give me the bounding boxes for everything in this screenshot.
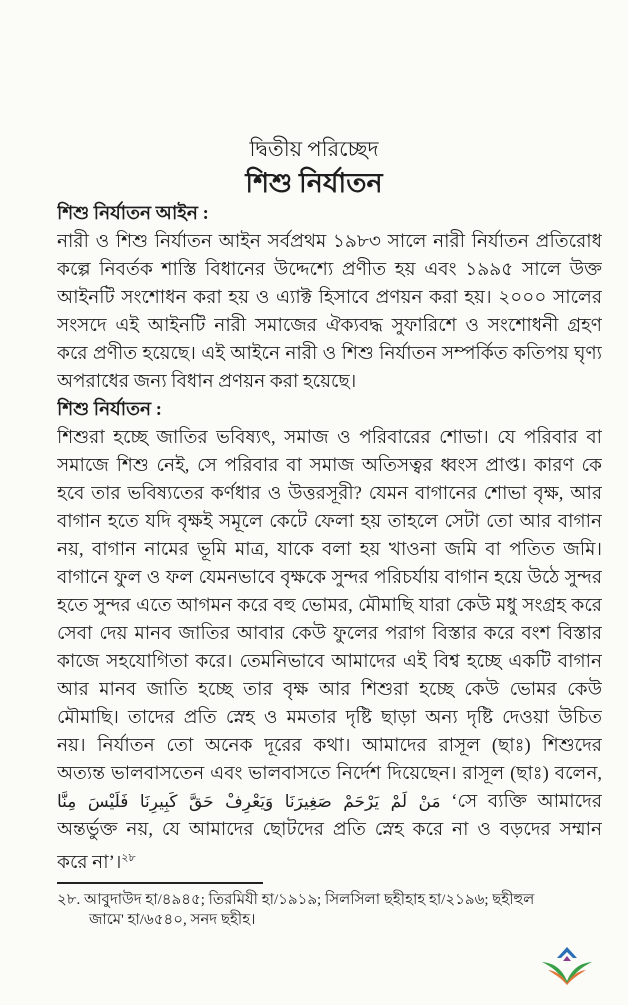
footnote	[57, 890, 602, 930]
text-line: শিশুরা হচ্ছে জাতির ভবিষ্যৎ, সমাজ ও পরিবারের শোভা। যে পরিবার বা	[57, 428, 602, 448]
hadith-end-line	[57, 844, 602, 877]
section-law	[57, 200, 602, 396]
text-line: অন্তর্ভুক্ত নয়, যে আমাদের ছোটদের প্রতি স্নেহ করে না ও বড়দের সম্মান	[57, 820, 602, 840]
text-line: অপরাধের জন্য বিধান প্রণয়ন করা হয়েছে।	[57, 372, 357, 392]
text-line: মৌমাছি। তাদের প্রতি স্নেহ ও মমতার দৃষ্টি ছাড়া অন্য দৃষ্টি দেওয়া উচিত	[57, 708, 602, 728]
chapter-title: শিশু নির্যাতন	[245, 168, 383, 198]
text-line: আর মানব জাতি হচ্ছে তার বৃক্ষ আর শিশুরা হচ্ছে কেউ ভোমর কেউ	[57, 680, 602, 700]
hadith-translation-end: করে না’।	[57, 853, 122, 874]
hadith-translation-start: ‘সে ব্যক্তি আমাদের	[451, 792, 602, 812]
publisher-logo-icon	[540, 945, 594, 985]
text-line: কাজে সহযোগিতা করে। তেমনিভাবে আমাদের এই বিশ্ব হচ্ছে একটি বাগান	[57, 652, 602, 672]
hadith-line	[57, 788, 602, 816]
text-line: নয়। নির্যাতন তো অনেক দূরের কথা। আমাদের রাসূল (ছাঃ) শিশুদের	[57, 736, 602, 756]
section-heading: শিশু নির্যাতন :	[57, 400, 162, 420]
footnote-ref[interactable]: ২৮	[121, 852, 136, 864]
text-line: হবে তার ভবিষ্যতের কর্ণধার ও উত্তরসূরী? যেমন বাগানের শোভা বৃক্ষ, আর	[57, 484, 602, 504]
footnote-line: জামে' হা/৬৫৪০, সনদ ছহীহ।	[89, 912, 256, 928]
hadith-arabic: مَنْ لَمْ يَرْحَمْ صَغِيرَنَا وَيَعْرِفْ حَقَّ كَبِيرِنَا فَلَيْسَ مِنَّا	[57, 792, 441, 812]
text-line: আইনটি সংশোধন করা হয় ও এ্যাক্ট হিসাবে প্রণয়ন করা হয়। ২০০০ সালের	[57, 288, 602, 308]
section-heading: শিশু নির্যাতন আইন :	[57, 204, 209, 224]
text-line: সেবা দেয় মানব জাতির আবার কেউ ফুলের পরাগ বিস্তার করে বংশ বিস্তার	[57, 624, 602, 644]
text-line: সংসদে এই আইনটি নারী সমাজের ঐক্যবদ্ধ সুফারিশে ও সংশোধনী গ্রহণ	[57, 316, 602, 336]
text-line: কল্পে নিবর্তক শাস্তি বিধানের উদ্দেশ্যে প্রণীত হয় এবং ১৯৯৫ সালে উক্ত	[57, 260, 602, 280]
footnote-divider	[57, 882, 263, 884]
text-line: নয়, বাগান নামের ভূমি মাত্র, যাকে বলা হয় খাওনা জমি বা পতিত জমি।	[57, 540, 602, 560]
text-line: নারী ও শিশু নির্যাতন আইন সর্বপ্রথম ১৯৮৩ সালে নারী নির্যাতন প্রতিরোধ	[57, 232, 602, 252]
text-line: বাগানে ফুল ও ফল যেমনভাবে বৃক্ষকে সুন্দর পরিচর্যায় বাগান হয়ে উঠে সুন্দর	[57, 568, 602, 588]
text-line: অত্যন্ত ভালবাসতেন এবং ভালবাসতে নির্দেশ দিয়েছেন। রাসূল (ছাঃ) বলেন,	[57, 764, 602, 784]
chapter-label: দ্বিতীয় পরিচ্ছেদ	[249, 137, 379, 161]
text-line: হতে সুন্দর এতে আগমন করে বহু ভোমর, মৌমাছি যারা কেউ মধু সংগ্রহ করে	[57, 596, 602, 616]
text-line: সমাজে শিশু নেই, সে পরিবার বা সমাজ অতিসত্বর ধ্বংস প্রাপ্ত। কারণ কে	[57, 456, 602, 476]
text-line: করে প্রণীত হয়েছে। এই আইনে নারী ও শিশু নির্যাতন সম্পর্কিত কতিপয় ঘৃণ্য	[57, 344, 602, 364]
text-line: বাগান হতে যদি বৃক্ষই সমূলে কেটে ফেলা হয় তাহলে সেটা তো আর বাগান	[57, 512, 602, 532]
footnote-line: ২৮. আবুদাউদ হা/৪৯৪৫; তিরমিযী হা/১৯১৯; সিলসিলা ছহীহাহ হা/২১৯৬; ছহীহুল	[57, 892, 535, 908]
section-child-abuse	[57, 396, 602, 877]
